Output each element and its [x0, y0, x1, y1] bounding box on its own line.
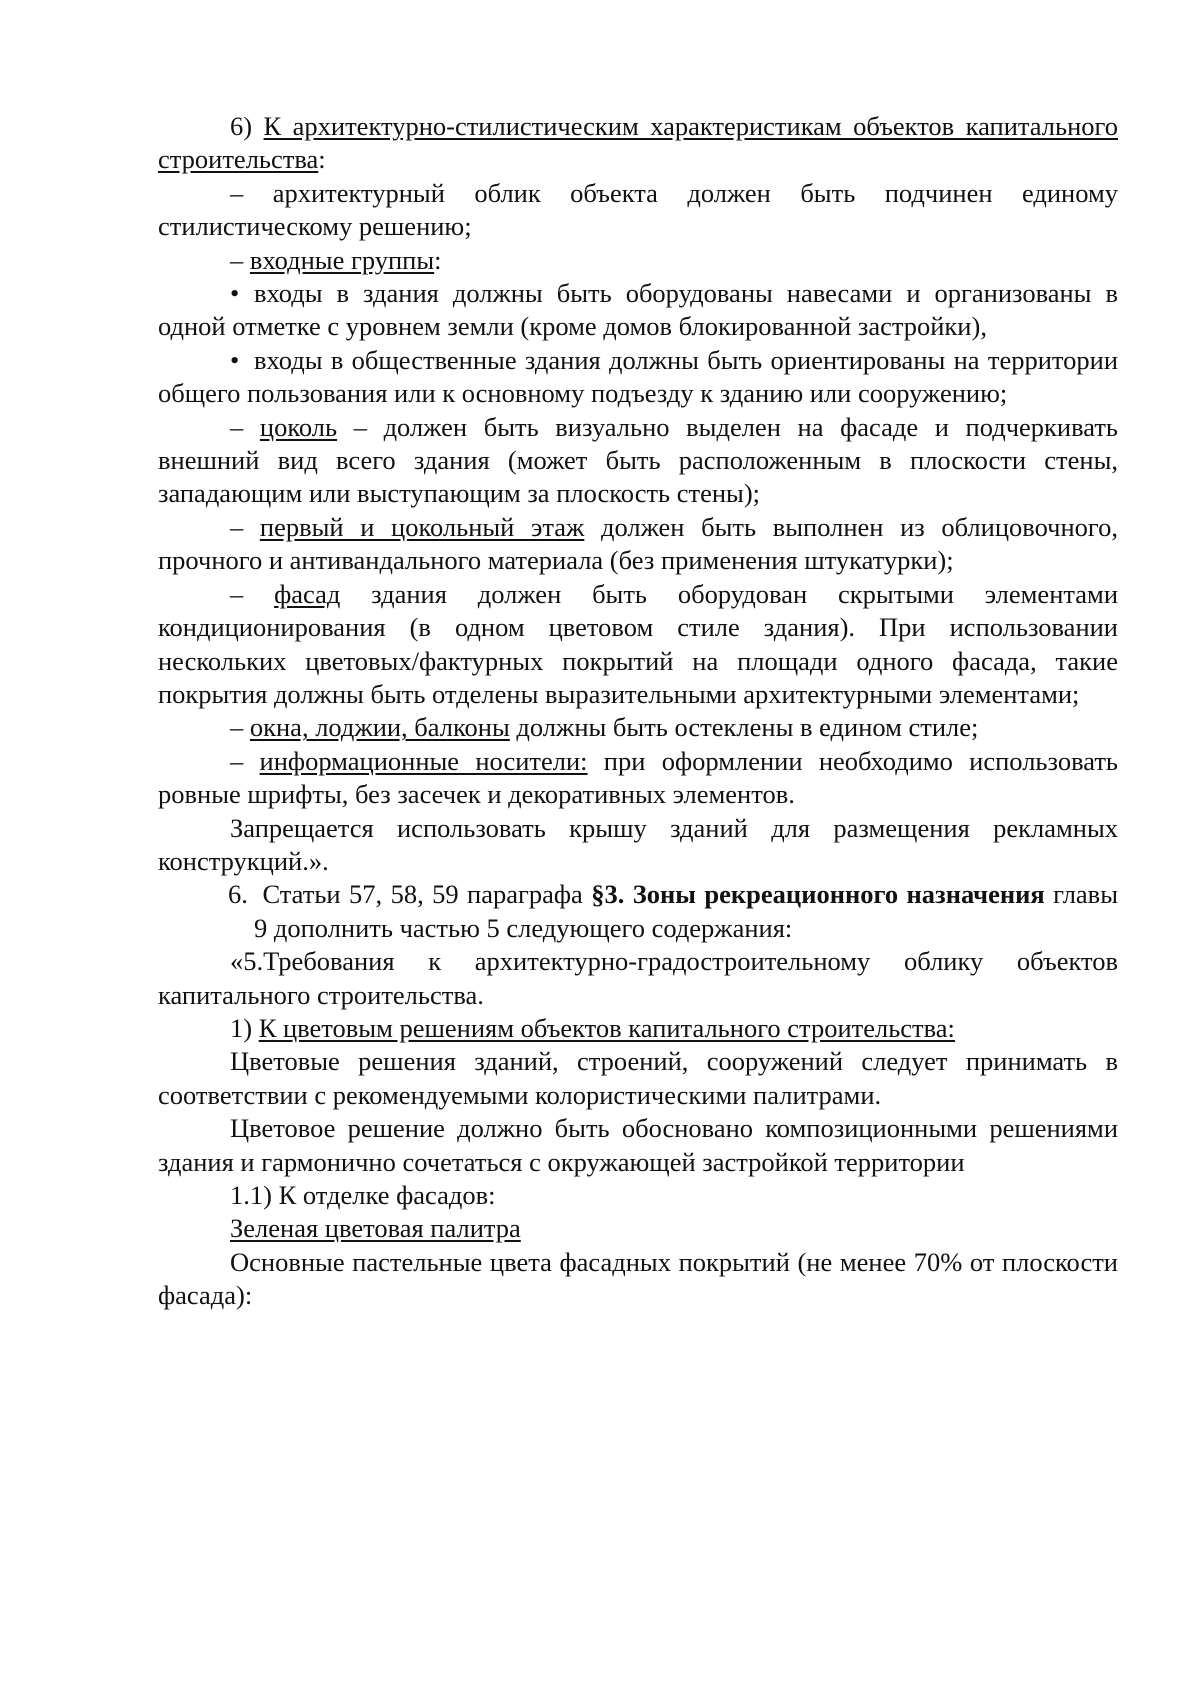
dash: – — [230, 578, 275, 609]
underlined-term: окна, лоджии, балконы — [249, 712, 510, 743]
underlined-term: первый и цокольный этаж — [259, 511, 585, 542]
heading-colon: : — [318, 144, 326, 175]
item-number: 6) — [230, 111, 264, 141]
underlined-term: фасад — [274, 578, 341, 609]
dash: – — [230, 712, 250, 743]
dash: – — [230, 511, 260, 542]
bullet-text: входы в общественные здания должны быть ориентированы на территории общего пользования или к основному подъезду к зданию или сооружению; — [158, 344, 1118, 409]
paragraph-ground-floor — [158, 511, 1118, 578]
term-text: – должен быть визуально выделен на фасаде и подчеркивать внешний вид всего здания (может быть расположенным в плоскости стены, западающим или выступающим за плоскость стены); — [158, 411, 1119, 509]
paragraph-roof-prohibition: Запрещается использовать крышу зданий для размещения рекламных конструкций.». — [158, 812, 1118, 876]
underlined-term: цоколь — [259, 411, 338, 442]
list-number: 6. — [228, 879, 248, 910]
term-colon: : — [434, 244, 442, 275]
paragraph-main-pastel-colors: Основные пастельные цвета фасадных покрытий (не менее 70% от плоскости фасада): — [158, 1246, 1118, 1311]
paragraph-color-justification: Цветовое решение должно быть обосновано композиционными решениями здания и гармонично сочетаться с окружающей застройкой территории — [158, 1113, 1118, 1177]
underlined-term: входные группы — [249, 244, 435, 275]
bold-section-title: §3. Зоны рекреационного назначения — [591, 879, 1045, 910]
paragraph-architectural-requirements — [158, 110, 1118, 177]
term-text: должны быть остеклены в едином стиле; — [509, 712, 979, 743]
dash: – — [230, 411, 260, 442]
paragraph-color-solutions-heading — [158, 1012, 1118, 1045]
dash: – — [230, 244, 250, 275]
paragraph-plinth — [158, 411, 1118, 511]
underlined-term: информационные носители: — [259, 745, 588, 776]
paragraph-entrance-groups — [158, 244, 1118, 277]
term-text: должен быть выполнен из облицовочного, прочного и антивандального материала (без применения штукатурки); — [158, 511, 1119, 576]
paragraph-requirements-heading: «5.Требования к архитектурно-градостроительному облику объектов капитального строительства. — [158, 946, 1118, 1010]
paragraph-windows — [158, 711, 1118, 744]
underlined-heading: К архитектурно-стилистическим характеристикам объектов капитального строительства — [158, 111, 1118, 175]
amendment-tail: главы 9 дополнить частью 5 следующего содержания: — [254, 879, 1119, 943]
paragraph-facade — [158, 578, 1118, 712]
bullet-item-public-buildings — [158, 344, 1118, 411]
amendment-text: Статьи 57, 58, 59 параграфа — [262, 879, 592, 910]
bullet-text: входы в здания должны быть оборудованы навесами и организованы в одной отметке с уровнем земли (кроме домов блокированной застройки), — [158, 278, 1118, 342]
bullet-item-entrances — [158, 277, 1118, 344]
paragraph-information-carriers — [158, 745, 1118, 812]
underlined-heading: К цветовым решениям объектов капитального строительства: — [258, 1012, 955, 1043]
underlined-heading: Зеленая цветовая палитра — [230, 1213, 521, 1244]
bullet-icon: • — [230, 278, 240, 309]
term-text: здания должен быть оборудован скрытыми элементами кондиционирования (в одном цветовом стиле здания). При использовании нескольких цветовых/фактурных покрытий на площади одного фасада, такие покрытия должны быть отделены выразительными архитектурными элементами; — [158, 578, 1118, 709]
bullet-icon: • — [230, 344, 240, 375]
paragraph-articles-amendment — [158, 878, 1118, 945]
paragraph-green-palette — [158, 1212, 1118, 1245]
paragraph-color-palettes: Цветовые решения зданий, строений, сооружений следует принимать в соответствии с рекомендуемыми колористическими палитрами. — [158, 1046, 1118, 1110]
paragraph-facade-finishing: 1.1) К отделке фасадов: — [230, 1180, 496, 1210]
item-number: 1) — [230, 1012, 259, 1043]
term-text: при оформлении необходимо использовать ровные шрифты, без засечек и декоративных элементов. — [158, 745, 1118, 810]
paragraph-unified-style: – архитектурный облик объекта должен быть подчинен единому стилистическому решению; — [158, 177, 1118, 242]
dash: – — [230, 745, 260, 776]
